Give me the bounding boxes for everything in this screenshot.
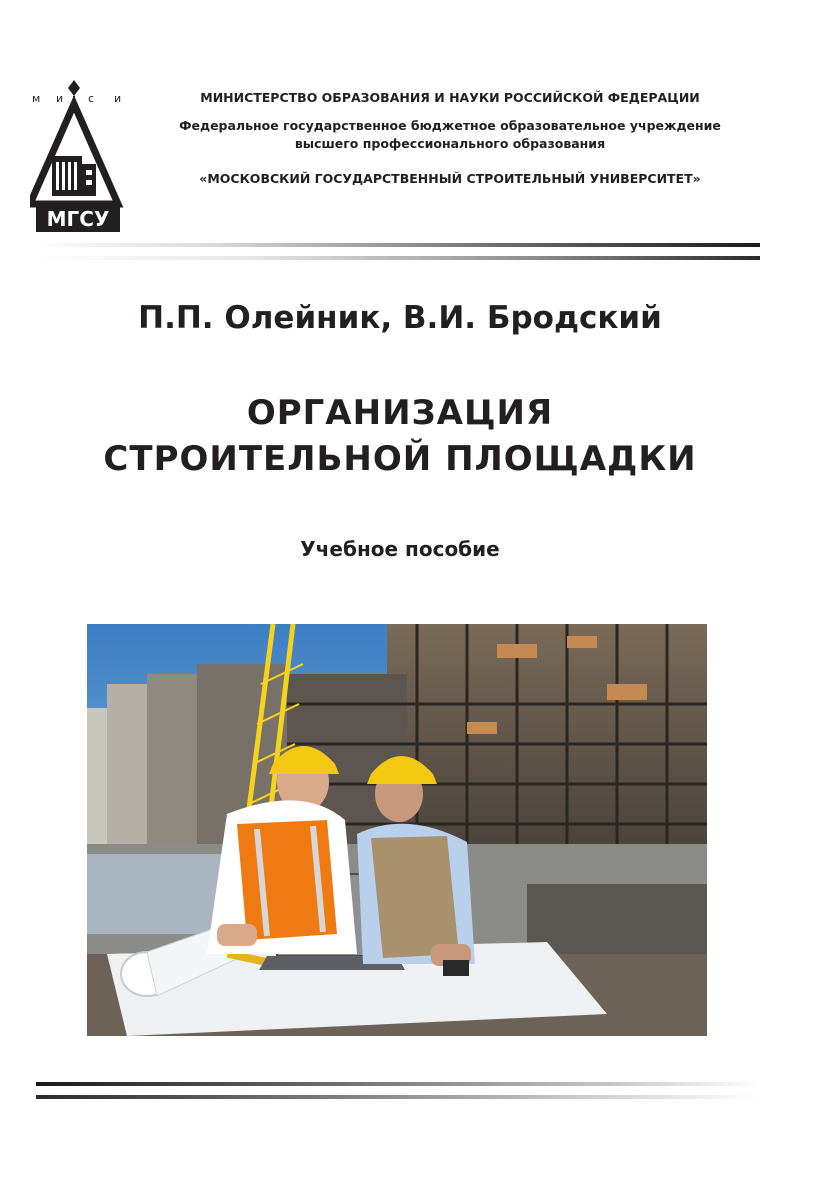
divider-top-1 <box>36 243 760 247</box>
divider-top-2 <box>36 256 760 260</box>
institution-line-1: Федеральное государственное бюджетное образовательное учреждение <box>179 118 721 133</box>
authors: П.П. Олейник, В.И. Бродский <box>138 300 662 336</box>
book-subtitle: Учебное пособие <box>300 537 500 561</box>
logo-letter: и <box>114 92 123 105</box>
divider-bottom-2 <box>36 1095 760 1099</box>
ministry-name: МИНИСТЕРСТВО ОБРАЗОВАНИЯ И НАУКИ РОССИЙСКОЙ ФЕДЕРАЦИИ <box>200 90 700 105</box>
university-logo <box>30 78 126 236</box>
logo-letter: с <box>88 92 96 105</box>
logo-letter: и <box>56 92 65 105</box>
university-name: «МОСКОВСКИЙ ГОСУДАРСТВЕННЫЙ СТРОИТЕЛЬНЫЙ УНИВЕРСИТЕТ» <box>199 171 701 186</box>
construction-site-photo <box>87 624 707 1036</box>
divider-bottom-1 <box>36 1082 760 1086</box>
book-title-line-2: СТРОИТЕЛЬНОЙ ПЛОЩАДКИ <box>103 439 697 479</box>
logo-letter: м <box>32 92 42 105</box>
book-title <box>0 390 800 482</box>
book-title-line-1: ОРГАНИЗАЦИЯ <box>246 393 554 433</box>
header <box>140 90 760 199</box>
logo-mark: МГСУ <box>46 207 110 231</box>
cover-photo <box>87 624 707 1036</box>
institution-line-2: высшего профессионального образования <box>294 136 606 151</box>
